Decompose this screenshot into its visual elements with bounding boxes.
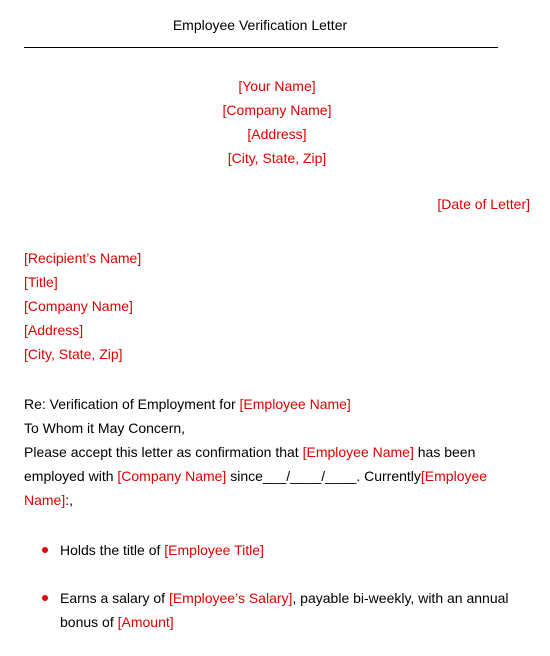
paragraph-part4: :,	[65, 492, 74, 508]
document-title: Employee Verification Letter	[172, 17, 348, 33]
recipient-company: [Company Name]	[24, 298, 133, 314]
recipient-title: [Title]	[24, 274, 58, 290]
letter-body	[24, 392, 524, 512]
recipient-city-state-zip: [City, State, Zip]	[24, 346, 123, 362]
paragraph-part1: Please accept this letter as confirmation that	[24, 444, 303, 460]
list-item	[40, 538, 510, 562]
sender-address: [Address]	[247, 126, 307, 142]
confirmation-paragraph	[24, 440, 524, 512]
recipient-name: [Recipient’s Name]	[24, 250, 142, 266]
sender-name: [Your Name]	[238, 78, 316, 94]
bullet-icon	[42, 547, 48, 553]
paragraph-part3: since___/____/____. Currently	[226, 468, 421, 484]
recipient-block	[24, 246, 141, 366]
employment-details-list	[40, 538, 510, 634]
title-divider	[24, 47, 498, 48]
subject-line	[24, 392, 524, 416]
sender-city-state-zip: [City, State, Zip]	[227, 150, 327, 166]
subject-employee-placeholder: [Employee Name]	[239, 396, 351, 412]
salary-middle: , payable bi-weekly, with an annual bonus of	[60, 590, 509, 630]
paragraph-part2: has been employed with	[24, 444, 476, 484]
title-prefix: Holds the title of	[60, 542, 165, 558]
paragraph-employee-placeholder-2: [Employee Name]	[24, 468, 488, 508]
recipient-address: [Address]	[24, 322, 84, 338]
salary-prefix: Earns a salary of	[60, 590, 169, 606]
sender-block	[0, 74, 550, 170]
list-item	[40, 586, 510, 634]
salary-placeholder: [Employee’s Salary]	[168, 590, 293, 606]
sender-company: [Company Name]	[222, 102, 332, 118]
bonus-amount-placeholder: [Amount]	[117, 614, 174, 630]
salutation: To Whom it May Concern,	[24, 420, 186, 436]
bullet-icon	[42, 595, 48, 601]
subject-prefix: Re: Verification of Employment for	[24, 396, 240, 412]
paragraph-company-placeholder: [Company Name]	[117, 468, 227, 484]
letter-date: [Date of Letter]	[437, 196, 530, 212]
paragraph-employee-placeholder: [Employee Name]	[302, 444, 414, 460]
employee-title-placeholder: [Employee Title]	[164, 542, 264, 558]
